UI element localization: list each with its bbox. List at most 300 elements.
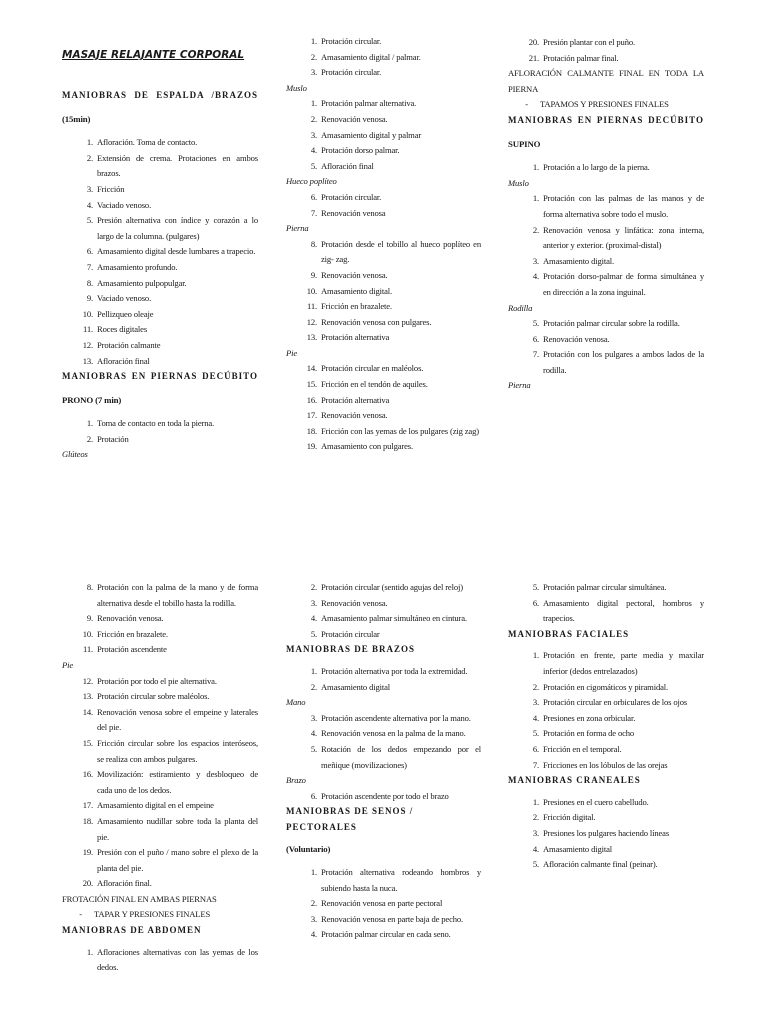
item-number: 6. bbox=[310, 790, 317, 801]
item-text: Protación alternativa por toda la extremidad. bbox=[321, 665, 468, 676]
item-number: 10. bbox=[82, 628, 93, 639]
numbered-list bbox=[62, 674, 258, 892]
item-number: 17. bbox=[82, 800, 93, 811]
item-text: Amasamiento digital. bbox=[543, 255, 614, 266]
list-item bbox=[508, 316, 704, 332]
section-subheading: (Voluntario) bbox=[286, 843, 331, 854]
numbered-list bbox=[508, 191, 704, 300]
item-text: Protación en frente, parte media y maxilar inferior (dedos entrelazados) bbox=[543, 650, 704, 676]
item-text: Toma de contacto en toda la pierna. bbox=[97, 418, 215, 429]
item-number: 5. bbox=[310, 628, 317, 639]
item-text: Renovación venosa. bbox=[543, 333, 610, 344]
item-text: Fricción en el tendón de aquiles. bbox=[321, 379, 428, 390]
list-item bbox=[286, 789, 481, 805]
list-item bbox=[62, 135, 258, 151]
item-text: Amasamiento profundo. bbox=[97, 261, 178, 272]
item-text: Protación circular (sentido agujas del reloj) bbox=[321, 582, 463, 592]
column-6 bbox=[508, 580, 704, 873]
item-number: 3. bbox=[532, 697, 539, 708]
list-item bbox=[286, 611, 481, 627]
numbered-list bbox=[286, 361, 481, 455]
list-item bbox=[286, 112, 481, 128]
numbered-list bbox=[286, 34, 481, 81]
item-number: - bbox=[525, 99, 528, 110]
item-number: 8. bbox=[86, 582, 93, 592]
body-part-label: Glúteos bbox=[62, 449, 88, 460]
body-part-label: Pierna bbox=[508, 380, 531, 391]
item-text: TAPAMOS Y PRESIONES FINALES bbox=[540, 99, 669, 110]
list-item bbox=[286, 128, 481, 144]
section-subheading: (15min) bbox=[62, 113, 91, 124]
numbered-list bbox=[508, 795, 704, 873]
item-number: 20. bbox=[82, 878, 93, 889]
list-item bbox=[508, 857, 704, 873]
item-text: Fricción digital. bbox=[543, 812, 596, 823]
item-number: 20. bbox=[528, 37, 539, 47]
item-number: 6. bbox=[532, 597, 539, 608]
item-number: 1. bbox=[310, 36, 317, 46]
list-item bbox=[508, 826, 704, 842]
list-item bbox=[508, 51, 704, 67]
body-part-label: Pie bbox=[62, 659, 74, 670]
numbered-list bbox=[286, 865, 481, 943]
item-text: Amasamiento digital en el empeine bbox=[97, 800, 214, 811]
list-item bbox=[508, 680, 704, 696]
item-number: 2. bbox=[310, 582, 317, 592]
item-text: Protación ascendente por todo el brazo bbox=[321, 790, 449, 801]
item-text: Amasamiento digital. bbox=[321, 285, 392, 296]
item-text: Afloraciones alternativas con las yemas de los dedos. bbox=[97, 946, 258, 973]
list-item bbox=[286, 315, 481, 331]
item-text: Protación ascendente alternativa por la mano. bbox=[321, 712, 471, 723]
list-item bbox=[62, 814, 258, 845]
item-number: 14. bbox=[82, 706, 93, 717]
numbered-list bbox=[62, 945, 258, 976]
list-item bbox=[286, 206, 481, 222]
item-text: Protación ascendente bbox=[97, 644, 167, 655]
item-number: 1. bbox=[310, 867, 317, 878]
item-text: Protación palmar alternativa. bbox=[321, 98, 417, 109]
list-item bbox=[286, 393, 481, 409]
item-text: Protación circular sobre maléolos. bbox=[97, 691, 210, 702]
item-text: Afloración final bbox=[321, 160, 374, 171]
list-item bbox=[286, 268, 481, 284]
numbered-list bbox=[508, 35, 704, 66]
item-text: Amasamiento nudillar sobre toda la planta del pie. bbox=[97, 815, 258, 842]
list-item bbox=[286, 377, 481, 393]
item-text: Protación circular bbox=[321, 628, 380, 639]
list-item bbox=[62, 627, 258, 643]
item-number: 6. bbox=[532, 743, 539, 754]
item-number: 2. bbox=[310, 898, 317, 909]
item-number: 12. bbox=[82, 339, 93, 350]
list-item bbox=[62, 798, 258, 814]
list-item bbox=[286, 299, 481, 315]
item-number: 9. bbox=[86, 613, 93, 624]
list-item bbox=[508, 596, 704, 627]
item-number: 19. bbox=[82, 847, 93, 858]
item-number: 11. bbox=[307, 301, 317, 312]
body-part-label: Hueco poplíteo bbox=[286, 176, 337, 187]
list-item bbox=[62, 845, 258, 876]
section-heading: MANIOBRAS DE ESPALDA /BRAZOS bbox=[62, 90, 258, 100]
section-note: AFLORACIÓN CALMANTE FINAL EN TODA LA PIERNA bbox=[508, 68, 704, 94]
list-item bbox=[508, 35, 704, 51]
item-text: TAPAR Y PRESIONES FINALES bbox=[94, 909, 211, 920]
list-item bbox=[286, 50, 481, 66]
item-number: 15. bbox=[82, 737, 93, 748]
list-item bbox=[286, 664, 481, 680]
item-number: 5. bbox=[532, 318, 539, 329]
section-subheading: SUPINO bbox=[508, 138, 541, 149]
item-text: Fricción en el temporal. bbox=[543, 743, 622, 754]
item-number: 1. bbox=[86, 418, 93, 429]
item-text: Amasamiento digital y palmar bbox=[321, 129, 422, 140]
item-text: Protación con la palma de la mano y de forma alternativa desde el tobillo hasta la rodilla. bbox=[97, 582, 258, 608]
item-number: 18. bbox=[82, 815, 93, 826]
item-text: Renovación venosa en parte baja de pecho. bbox=[321, 913, 464, 924]
item-number: 6. bbox=[310, 191, 317, 202]
section-heading: MANIOBRAS EN PIERNAS DECÚBITO bbox=[508, 114, 704, 125]
body-part-label: Rodilla bbox=[508, 302, 533, 313]
item-number: 4. bbox=[86, 199, 93, 210]
item-number: 7. bbox=[310, 207, 317, 218]
item-text: Protación dorso-palmar de forma simultánea y en dirección a la zona inguinal. bbox=[543, 271, 704, 297]
item-text: Fricción con las yemas de los pulgares (zig zag) bbox=[321, 425, 479, 436]
item-text: Amasamiento digital bbox=[321, 681, 390, 692]
item-text: Renovación venosa y linfática: zona interna, anterior y exterior. (proximal-distal) bbox=[543, 224, 704, 251]
list-item bbox=[62, 260, 258, 276]
item-number: 3. bbox=[532, 255, 539, 266]
item-text: Amasamiento digital / palmar. bbox=[321, 51, 421, 62]
column-1 bbox=[62, 88, 258, 463]
item-number: 10. bbox=[82, 308, 93, 319]
item-text: Renovación venosa en la palma de la mano. bbox=[321, 728, 466, 739]
item-text: Protación dorso palmar. bbox=[321, 145, 400, 156]
dash-list bbox=[62, 907, 258, 923]
item-text: Roces digitales bbox=[97, 324, 148, 335]
list-item bbox=[62, 580, 258, 611]
list-item bbox=[286, 34, 481, 50]
item-text: Renovación venosa. bbox=[321, 410, 388, 421]
section-subheading: PRONO (7 min) bbox=[62, 394, 122, 405]
item-number: 3. bbox=[310, 913, 317, 924]
item-text: Amasamiento digital desde lumbares a trapecio. bbox=[97, 246, 256, 257]
item-number: 3. bbox=[86, 183, 93, 194]
item-number: 4. bbox=[310, 613, 317, 624]
item-text: Protación circular en maléolos. bbox=[321, 363, 424, 374]
item-text: Afloración calmante final (peinar). bbox=[543, 859, 658, 870]
item-number: 8. bbox=[86, 277, 93, 288]
item-text: Protación alternativa rodeando hombros y subiendo hasta la nuca. bbox=[321, 867, 481, 893]
list-item bbox=[508, 742, 704, 758]
item-text: Protación palmar circular simultánea. bbox=[543, 582, 667, 592]
body-part-label: Muslo bbox=[286, 82, 307, 93]
item-text: Fricción en brazalete. bbox=[321, 301, 392, 312]
list-item bbox=[508, 842, 704, 858]
item-number: 4. bbox=[310, 929, 317, 940]
numbered-list bbox=[62, 580, 258, 658]
item-text: Protación con los pulgares a ambos lados de la rodilla. bbox=[543, 349, 704, 375]
item-number: - bbox=[79, 909, 82, 920]
list-item bbox=[62, 151, 258, 182]
numbered-list bbox=[286, 789, 481, 805]
list-item bbox=[286, 65, 481, 81]
item-number: 4. bbox=[532, 712, 539, 723]
section-note: FROTACIÓN FINAL EN AMBAS PIERNAS bbox=[62, 893, 217, 904]
item-text: Presión alternativa con índice y corazón a lo largo de la columna. (pulgares) bbox=[97, 215, 258, 241]
item-text: Presiones en el cuero cabelludo. bbox=[543, 796, 649, 807]
item-number: 5. bbox=[532, 582, 539, 592]
list-item bbox=[62, 642, 258, 658]
item-number: 8. bbox=[310, 238, 317, 249]
item-text: Fricción circular sobre los espacios interóseos, se realiza con ambos pulgares. bbox=[97, 737, 258, 764]
section-heading: MANIOBRAS CRANEALES bbox=[508, 775, 641, 786]
item-text: Renovación venosa bbox=[321, 207, 386, 218]
item-text: Protación alternativa bbox=[321, 394, 390, 405]
numbered-list bbox=[286, 96, 481, 174]
list-item bbox=[62, 767, 258, 798]
item-number: 19. bbox=[306, 441, 317, 452]
body-part-label: Brazo bbox=[286, 775, 306, 786]
item-text: Afloración. Toma de contacto. bbox=[97, 137, 198, 148]
item-text: Protación circular. bbox=[321, 67, 382, 78]
list-item bbox=[62, 945, 258, 976]
list-item bbox=[286, 361, 481, 377]
list-item bbox=[286, 912, 481, 928]
item-number: 18. bbox=[306, 425, 317, 436]
numbered-list bbox=[286, 711, 481, 773]
list-item bbox=[62, 876, 258, 892]
body-part-label: Pierna bbox=[286, 223, 309, 234]
item-text: Extensión de crema. Protaciones en ambos brazos. bbox=[97, 152, 258, 179]
item-number: 5. bbox=[532, 859, 539, 870]
list-item bbox=[508, 810, 704, 826]
item-number: 2. bbox=[310, 681, 317, 692]
list-item bbox=[62, 322, 258, 338]
item-text: Amasamiento palmar simultáneo en cintura. bbox=[321, 613, 467, 624]
list-item bbox=[286, 711, 481, 727]
item-text: Protación palmar circular sobre la rodilla. bbox=[543, 318, 680, 329]
numbered-list bbox=[286, 190, 481, 221]
list-item bbox=[62, 276, 258, 292]
item-number: 11. bbox=[83, 324, 93, 335]
item-number: 2. bbox=[310, 113, 317, 124]
item-text: Protación a lo largo de la pierna. bbox=[543, 162, 650, 173]
list-item bbox=[508, 695, 704, 711]
item-number: 5. bbox=[310, 743, 317, 754]
item-number: 9. bbox=[86, 293, 93, 304]
item-number: 3. bbox=[310, 67, 317, 78]
item-number: 3. bbox=[310, 597, 317, 608]
item-text: Protación desde el tobillo al hueco poplíteo en zig- zag. bbox=[321, 238, 481, 265]
item-number: 2. bbox=[86, 433, 93, 444]
list-item bbox=[508, 711, 704, 727]
item-number: 7. bbox=[532, 759, 539, 770]
item-number: 5. bbox=[532, 728, 539, 739]
item-number: 1. bbox=[310, 665, 317, 676]
list-item bbox=[286, 408, 481, 424]
list-item bbox=[508, 254, 704, 270]
numbered-list bbox=[62, 135, 258, 369]
list-item bbox=[286, 927, 481, 943]
item-number: 15. bbox=[306, 379, 317, 390]
numbered-list bbox=[508, 648, 704, 773]
list-item bbox=[62, 213, 258, 244]
item-text: Fricciones en los lóbulos de las orejas bbox=[543, 759, 668, 770]
item-text: Renovación venosa con pulgares. bbox=[321, 316, 432, 327]
list-item bbox=[286, 96, 481, 112]
item-text: Amasamiento pulpopulgar. bbox=[97, 277, 187, 288]
item-number: 1. bbox=[86, 137, 93, 148]
item-number: 3. bbox=[310, 712, 317, 723]
list-item bbox=[508, 97, 704, 113]
numbered-list bbox=[286, 237, 481, 346]
item-number: 7. bbox=[532, 349, 539, 360]
list-item bbox=[508, 223, 704, 254]
item-text: Pellizqueo oleaje bbox=[97, 308, 154, 319]
item-number: 12. bbox=[82, 675, 93, 686]
item-number: 4. bbox=[310, 145, 317, 156]
item-text: Renovación venosa sobre el empeine y laterales del pie. bbox=[97, 706, 258, 733]
item-text: Protación con las palmas de las manos y de forma alternativa sobre todo el muslo. bbox=[543, 193, 704, 219]
body-part-label: Muslo bbox=[508, 177, 529, 188]
list-item bbox=[62, 198, 258, 214]
list-item bbox=[286, 680, 481, 696]
column-4 bbox=[62, 580, 258, 976]
list-item bbox=[62, 674, 258, 690]
item-text: Protación circular. bbox=[321, 36, 382, 46]
item-text: Afloración final. bbox=[97, 878, 152, 889]
list-item bbox=[286, 330, 481, 346]
item-number: 21. bbox=[528, 52, 539, 63]
item-number: 3. bbox=[310, 129, 317, 140]
item-text: Presiones los pulgares haciendo líneas bbox=[543, 827, 670, 838]
item-number: 12. bbox=[306, 316, 317, 327]
list-item bbox=[286, 439, 481, 455]
item-text: Protación por todo el pie alternativa. bbox=[97, 675, 217, 686]
section-heading: MANIOBRAS EN PIERNAS DECÚBITO bbox=[62, 371, 258, 382]
list-item bbox=[286, 596, 481, 612]
list-item bbox=[62, 432, 258, 448]
list-item bbox=[286, 896, 481, 912]
list-item bbox=[62, 291, 258, 307]
item-text: Protación palmar circular en cada seno. bbox=[321, 929, 451, 940]
list-item bbox=[62, 907, 258, 923]
list-item bbox=[62, 338, 258, 354]
section-heading: MANIOBRAS DE BRAZOS bbox=[286, 644, 416, 655]
list-item bbox=[286, 865, 481, 896]
item-number: 5. bbox=[86, 215, 93, 226]
numbered-list bbox=[62, 416, 258, 447]
list-item bbox=[286, 580, 481, 596]
dash-list bbox=[508, 97, 704, 113]
section-heading: MANIOBRAS DE ABDOMEN bbox=[62, 925, 202, 936]
list-item bbox=[62, 736, 258, 767]
section-heading: MANIOBRAS FACIALES bbox=[508, 628, 630, 639]
list-item bbox=[508, 795, 704, 811]
item-text: Vaciado venoso. bbox=[97, 199, 152, 210]
list-item bbox=[508, 580, 704, 596]
item-text: Protación en forma de ocho bbox=[543, 728, 635, 739]
item-number: 4. bbox=[532, 843, 539, 854]
item-number: 13. bbox=[82, 355, 93, 366]
item-text: Protación calmante bbox=[97, 339, 161, 350]
document-title: MASAJE RELAJANTE CORPORAL bbox=[62, 49, 245, 61]
item-text: Protación en cigomáticos y piramidal. bbox=[543, 681, 668, 692]
item-text: Protación circular. bbox=[321, 191, 382, 202]
item-text: Renovación venosa. bbox=[321, 113, 388, 124]
item-text: Presión con el puño / mano sobre el plexo de la planta del pie. bbox=[97, 847, 258, 873]
list-item bbox=[286, 159, 481, 175]
list-item bbox=[62, 416, 258, 432]
list-item bbox=[62, 244, 258, 260]
item-text: Amasamiento digital pectoral, hombros y trapecios. bbox=[543, 597, 704, 624]
item-text: Renovación venosa. bbox=[97, 613, 164, 624]
item-text: Protación alternativa bbox=[321, 332, 390, 343]
item-number: 1. bbox=[532, 650, 539, 661]
item-number: 1. bbox=[532, 162, 539, 173]
item-number: 17. bbox=[306, 410, 317, 421]
list-item bbox=[508, 191, 704, 222]
item-number: 7. bbox=[86, 261, 93, 272]
list-item bbox=[508, 332, 704, 348]
item-text: Movilización: estiramiento y desbloqueo de cada uno de los dedos. bbox=[97, 769, 258, 795]
item-text: Amasamiento digital bbox=[543, 843, 612, 854]
list-item bbox=[286, 284, 481, 300]
item-number: 4. bbox=[310, 728, 317, 739]
item-text: Fricción bbox=[97, 183, 125, 194]
item-number: 11. bbox=[83, 644, 93, 655]
item-number: 13. bbox=[306, 332, 317, 343]
list-item bbox=[62, 182, 258, 198]
numbered-list bbox=[508, 160, 704, 176]
section-heading: MANIOBRAS DE SENOS / PECTORALES bbox=[286, 806, 414, 832]
list-item bbox=[508, 160, 704, 176]
item-text: Renovación venosa. bbox=[321, 597, 388, 608]
item-text: Vaciado venoso. bbox=[97, 293, 152, 304]
item-text: Protación palmar final. bbox=[543, 52, 619, 63]
item-number: 14. bbox=[306, 363, 317, 374]
list-item bbox=[62, 611, 258, 627]
item-text: Protación circular en orbiculares de los ojos bbox=[543, 697, 688, 708]
item-number: 16. bbox=[82, 769, 93, 780]
list-item bbox=[508, 648, 704, 679]
body-part-label: Mano bbox=[286, 697, 306, 708]
item-number: 4. bbox=[532, 271, 539, 282]
list-item bbox=[62, 307, 258, 323]
item-text: Fricción en brazalete. bbox=[97, 628, 168, 639]
item-number: 2. bbox=[532, 224, 539, 235]
list-item bbox=[286, 742, 481, 773]
list-item bbox=[286, 726, 481, 742]
item-text: Presión plantar con el puño. bbox=[543, 37, 635, 47]
column-2 bbox=[286, 34, 481, 455]
list-item bbox=[62, 705, 258, 736]
item-number: 5. bbox=[310, 160, 317, 171]
numbered-list bbox=[286, 664, 481, 695]
item-number: 9. bbox=[310, 269, 317, 280]
item-text: Renovación venosa en parte pectoral bbox=[321, 898, 443, 909]
item-number: 1. bbox=[310, 98, 317, 109]
numbered-list bbox=[508, 580, 704, 627]
item-number: 6. bbox=[86, 246, 93, 257]
list-item bbox=[286, 424, 481, 440]
list-item bbox=[286, 143, 481, 159]
item-text: Renovación venosa. bbox=[321, 269, 388, 280]
item-number: 10. bbox=[306, 285, 317, 296]
numbered-list bbox=[286, 580, 481, 642]
